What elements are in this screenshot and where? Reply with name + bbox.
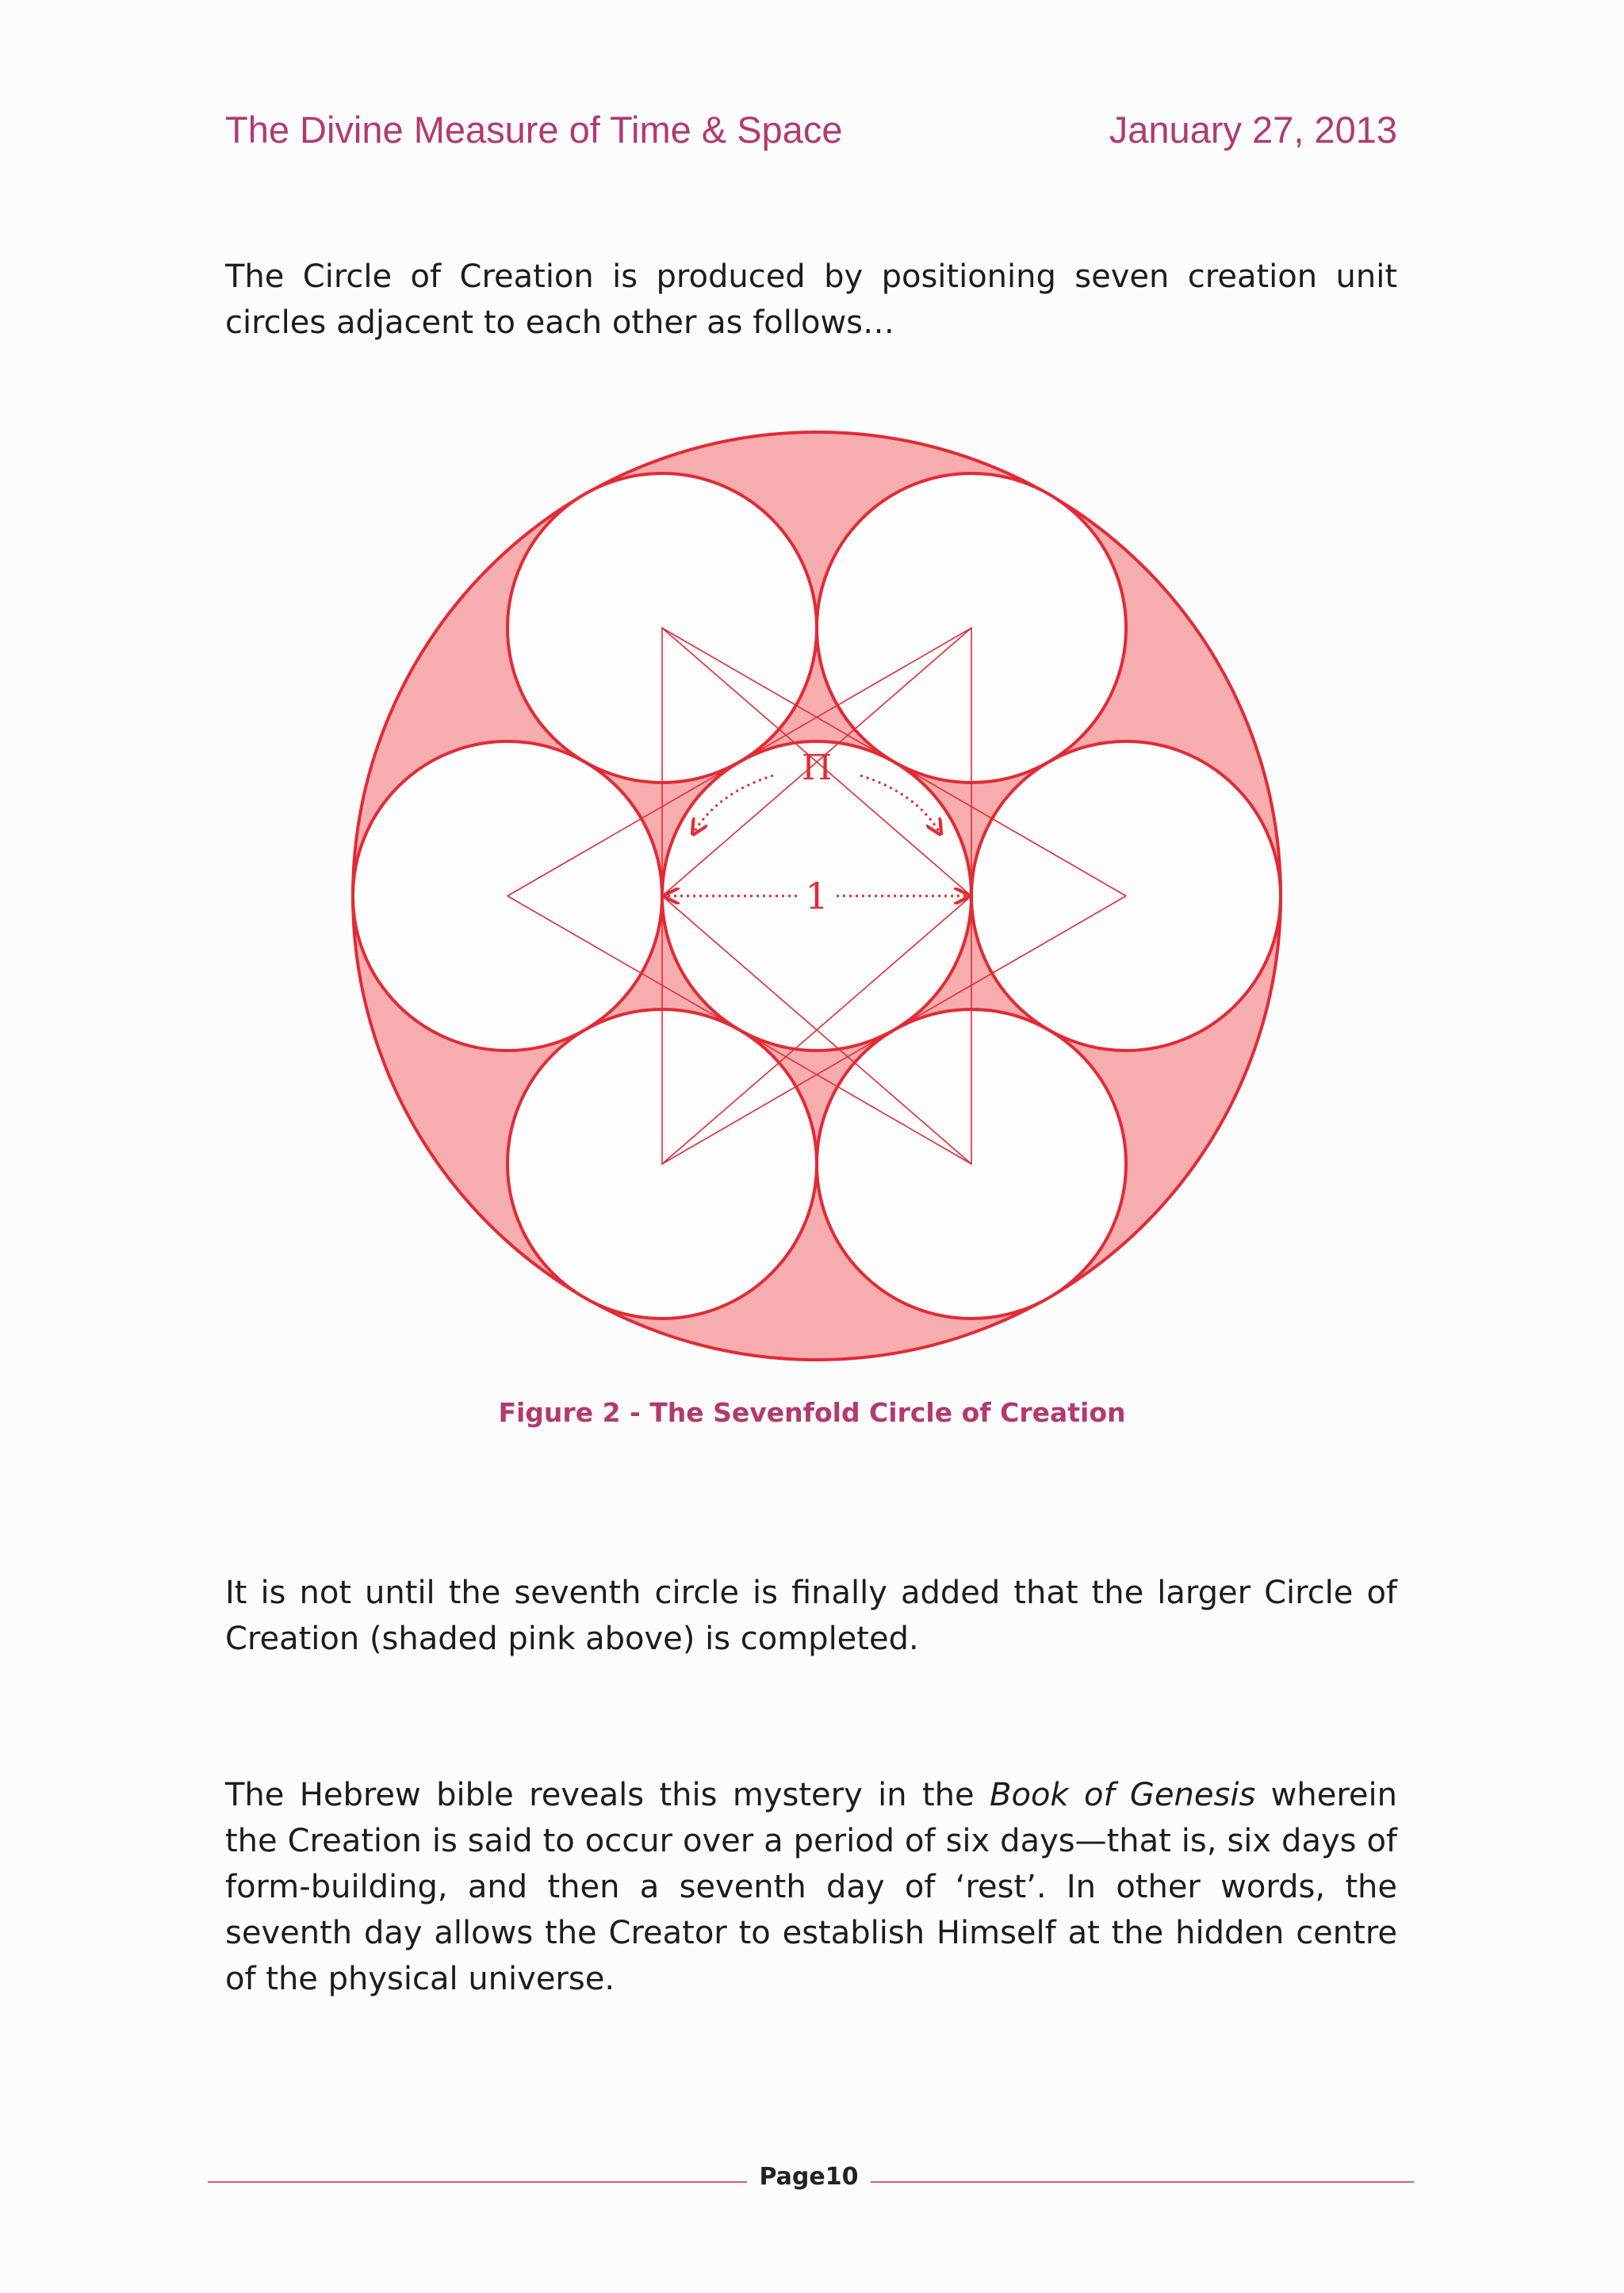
page-number: Page10 [759,2163,859,2191]
genesis-text-start: The Hebrew bible reveals this mystery in the [225,1777,990,1813]
figure-caption: Figure 2 - The Sevenfold Circle of Creation [498,1397,1126,1428]
genesis-text-end: wherein the Creation is said to occur over a period of six days—that is, six days of form-building, and then a seventh day of ‘rest’. In other words, the seventh day allows the Creator to establish Himself at the hidden centre of the physical universe. [225,1777,1397,1997]
page-header [225,108,1397,155]
body-paragraph-seventh-circle: It is not until the seventh circle is finally added that the larger Circle of Creation (shaded pink above) is completed. [225,1575,1397,1657]
document-date: January 27, 2013 [1109,109,1397,151]
document-title: The Divine Measure of Time & Space [225,109,843,151]
book-title-emphasis: Book of Genesis [990,1777,1256,1813]
unit-label: 1 [805,875,829,917]
intro-paragraph: The Circle of Creation is produced by positioning seven creation unit circles adjacent to each other as follows… [225,258,1397,341]
body-paragraph-genesis [225,1772,1397,2002]
pi-label: Π [801,748,833,788]
sevenfold-circle-figure [341,424,1293,1376]
circle-of-creation-diagram [341,424,1293,1376]
footer-rule-right [871,2181,1414,2183]
footer-rule-left [208,2181,747,2183]
